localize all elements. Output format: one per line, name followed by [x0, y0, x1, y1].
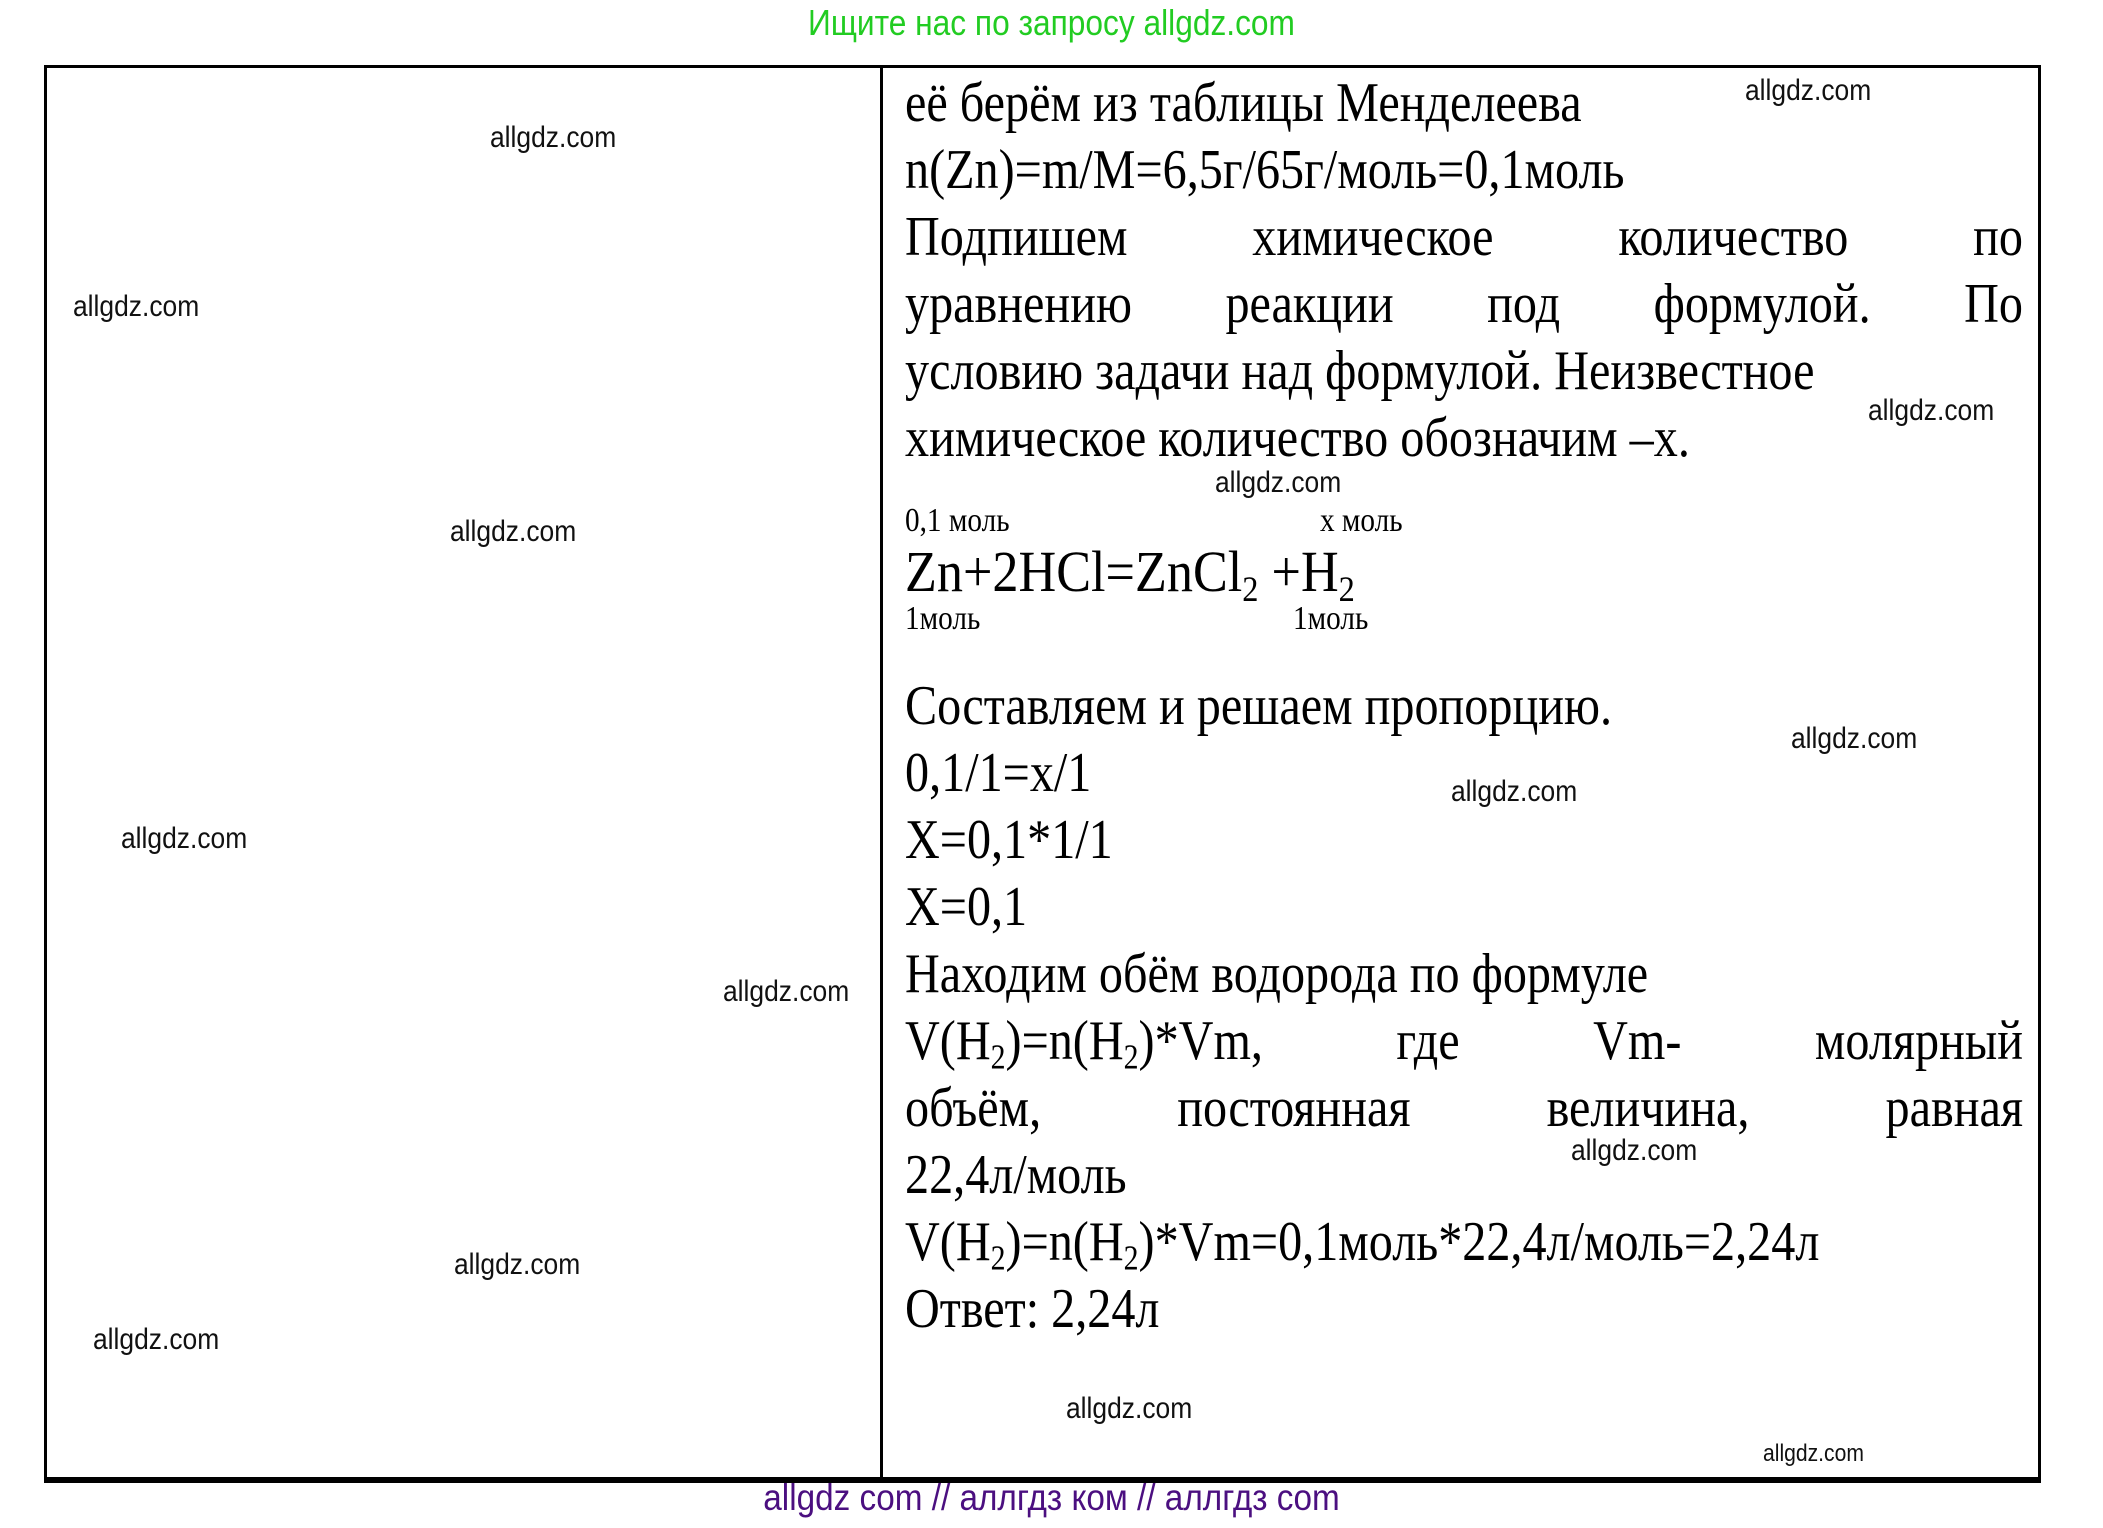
word: по	[1973, 206, 2023, 268]
text-line-mendeleev: её берём из таблицы Менделеева	[905, 72, 1582, 134]
reaction-equation	[905, 538, 1355, 610]
equation-above-right: х моль	[1320, 502, 1403, 539]
equation-below-left: 1моль	[905, 600, 981, 637]
watermark: allgdz.com	[1868, 394, 1995, 427]
column-divider	[880, 65, 883, 1477]
word: По	[1964, 273, 2023, 335]
top-banner: Ищите нас по запросу allgdz.com	[808, 2, 1295, 43]
reaction-products: +H	[1258, 539, 1339, 604]
word: молярный	[1814, 1010, 2023, 1072]
watermark: allgdz.com	[450, 515, 577, 548]
watermark: allgdz.com	[1763, 1440, 1864, 1467]
word: величина,	[1546, 1077, 1750, 1139]
proportion-step-2: X=0,1*1/1	[905, 809, 1113, 871]
watermark: allgdz.com	[1745, 74, 1872, 107]
proportion-step-3: X=0,1	[905, 876, 1028, 938]
word: количество	[1618, 206, 1849, 268]
word: равная	[1885, 1077, 2023, 1139]
subscript: 2	[1338, 569, 1355, 610]
word: объём,	[905, 1077, 1042, 1139]
volume-title: Находим обём водорода по формуле	[905, 943, 1649, 1005]
watermark: allgdz.com	[1066, 1392, 1193, 1425]
word: Подпишем	[905, 206, 1128, 268]
equation-below-right: 1моль	[1293, 600, 1369, 637]
volume-formula-line	[905, 1008, 2023, 1075]
volume-desc-line	[905, 1075, 2023, 1142]
watermark: allgdz.com	[490, 121, 617, 154]
formula: $V(H_2)=n(H_2)*Vm$,	[905, 1010, 1263, 1077]
word: под	[1487, 273, 1561, 335]
footer-banner: allgdz com // аллгдз ком // аллгдз com	[763, 1477, 1340, 1518]
watermark: allgdz.com	[1451, 775, 1578, 808]
watermark: allgdz.com	[454, 1248, 581, 1281]
word: реакции	[1225, 273, 1394, 335]
volume-calculation: $V(H_2)=n(H_2)*Vm=0,1моль*22,4л/моль=2,24л$	[905, 1211, 1820, 1278]
word: постоянная	[1177, 1077, 1411, 1139]
text-line-justified-2	[905, 271, 2023, 338]
text-line-moles-zn: n(Zn)=m/M=6,5г/65г/моль=0,1моль	[905, 139, 1625, 201]
watermark: allgdz.com	[121, 822, 248, 855]
word: уравнению	[905, 273, 1132, 335]
equation-above-left: 0,1 моль	[905, 502, 1010, 539]
watermark: allgdz.com	[1215, 466, 1342, 499]
word: Vm-	[1593, 1010, 1682, 1072]
word: формулой.	[1653, 273, 1871, 335]
text-line-unknown: химическое количество обозначим –х.	[905, 407, 1690, 469]
text-line-condition: условию задачи над формулой. Неизвестное	[905, 340, 1815, 402]
proportion-title: Составляем и решаем пропорцию.	[905, 675, 1613, 737]
answer: Ответ: 2,24л	[905, 1278, 1160, 1340]
watermark: allgdz.com	[1791, 722, 1918, 755]
text-line-justified-1	[905, 204, 2023, 271]
proportion-step-1: 0,1/1=x/1	[905, 742, 1092, 804]
watermark: allgdz.com	[1571, 1134, 1698, 1167]
word: где	[1396, 1010, 1460, 1072]
watermark: allgdz.com	[723, 975, 850, 1008]
watermark: allgdz.com	[93, 1323, 220, 1356]
volume-desc-end: 22,4л/моль	[905, 1144, 1127, 1206]
word: химическое	[1252, 206, 1494, 268]
reaction-reactants: Zn+2HCl=ZnCl	[905, 539, 1243, 604]
watermark: allgdz.com	[73, 290, 200, 323]
subscript: 2	[1242, 569, 1259, 610]
